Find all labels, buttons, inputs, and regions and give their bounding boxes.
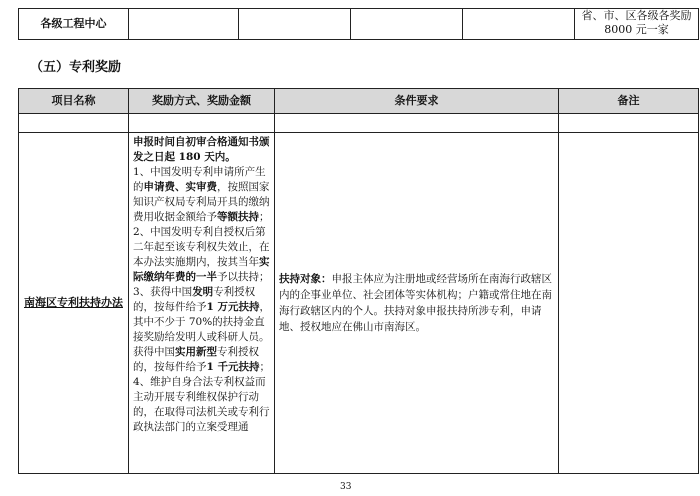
reward-segment: ，其中不少于 70%的扶持金直接奖励给发明人或科研人员。获得中国: [133, 301, 270, 358]
reward-segment: 2、中国发明专利自授权后第二年起至该专利权失效止，在本办法实施期内，按其当年: [133, 226, 270, 268]
page-number: 33: [340, 482, 352, 492]
header-project-name: 项目名称: [19, 89, 129, 114]
reward-segment: 发明: [192, 286, 214, 298]
top-row-cell: [239, 9, 351, 40]
empty-cell: [129, 114, 275, 133]
section-title: （五）专利奖励: [30, 60, 122, 75]
reward-lines: [133, 135, 270, 435]
reward-segment: ；: [259, 211, 270, 223]
reward-segment: ；: [259, 361, 270, 373]
condition-description: [275, 133, 559, 474]
patent-reward-table: [18, 88, 699, 474]
table-header-row: [19, 89, 699, 114]
reward-segment: 实际缴纳年费的一半: [133, 256, 270, 283]
reward-segment: ，按照国家知识产权局专利局开具的缴纳费用收据金额给予: [133, 181, 270, 223]
empty-cell: [19, 114, 129, 133]
reward-description: [129, 133, 275, 474]
note-cell: [559, 133, 699, 474]
header-reward-method: 奖励方式、奖励金额: [129, 89, 275, 114]
header-conditions: 条件要求: [275, 89, 559, 114]
reward-segment: 等额扶持: [217, 211, 259, 223]
top-row-name: 各级工程中心: [19, 9, 129, 40]
reward-segment: 1、中国发明专利申请所产生的: [133, 166, 266, 193]
top-row-cell: [351, 9, 463, 40]
condition-text: 申报主体应为注册地或经营场所在南海行政辖区内的企事业单位、社会团体等实体机构；户籍或常住地在南海行政辖区内的个人。扶持对象申报扶持所涉专利，申请地、授权地应在佛山市南海区。: [279, 273, 552, 333]
condition-label: 扶持对象：: [279, 273, 332, 285]
reward-segment: 专利授权的，按每件给予: [133, 286, 256, 313]
reward-segment: 申报时间自初审合格通知书颁发之日起 180 天内。: [133, 136, 270, 163]
reward-segment: 实用新型: [175, 346, 217, 358]
top-row-cell: [129, 9, 239, 40]
top-row-cell: [463, 9, 575, 40]
reward-segment: 1 万元扶持: [206, 301, 260, 313]
empty-row: [19, 114, 699, 133]
project-name-link[interactable]: 南海区专利扶持办法: [19, 133, 129, 474]
empty-cell: [275, 114, 559, 133]
reward-segment: 予以扶持；: [217, 271, 270, 283]
table-row: [19, 133, 699, 474]
reward-segment: 3、获得中国: [133, 286, 193, 298]
reward-segment: 申请费、实审费: [143, 181, 217, 193]
empty-cell: [559, 114, 699, 133]
top-row-note: 省、市、区各级各奖励 8000 元一家: [575, 9, 699, 40]
top-table: [18, 8, 699, 40]
header-notes: 备注: [559, 89, 699, 114]
reward-segment: 专利授权的，按每件给予: [133, 346, 259, 373]
reward-segment: 1 千元扶持: [206, 361, 260, 373]
reward-segment: 4、维护自身合法专利权益而主动开展专利维权保护行动的，在取得司法机关或专利行政执法部门的立案受理通: [133, 376, 270, 433]
